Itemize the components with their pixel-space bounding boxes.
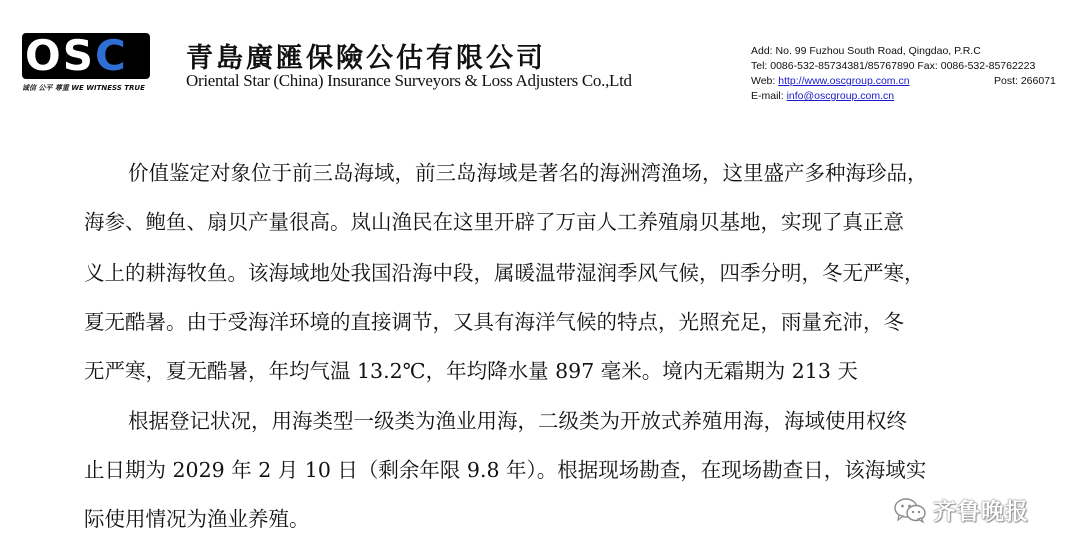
paragraph-line: 止日期为 2029 年 2 月 10 日（剩余年限 9.8 年）。根据现场勘查，在现场勘查日，该海域实 [84,458,927,482]
tel-fax-line: Tel: 0086-532-85734381/85767890 Fax: 0086-532-85762223 [751,60,1036,72]
company-name-en: Oriental Star (China) Insurance Surveyors & Loss Adjusters Co.,Ltd [186,71,632,90]
watermark [893,492,1053,526]
paragraph-line: 无严寒，夏无酷暑，年均气温 13.2℃，年均降水量 897 毫米。境内无霜期为 213 天 [84,359,858,383]
address-line: Add: No. 99 Fuzhou South Road, Qingdao, P.R.C [751,45,981,57]
paragraph-line: 海参、鲍鱼、扇贝产量很高。岚山渔民在这里开辟了万亩人工养殖扇贝基地，实现了真正意 [84,210,904,234]
paragraph-line: 价值鉴定对象位于前三岛海域，前三岛海域是著名的海洲湾渔场，这里盛产多种海珍品， [128,161,928,185]
web-label: Web: [751,75,779,87]
logo-tagline: 诚信 公平 尊重 WE WITNESS TRUE [22,84,145,92]
company-logo [22,33,154,95]
wechat-icon [893,496,927,524]
company-name-cn: 青島廣匯保險公估有限公司 [186,43,546,74]
logo-letter-o: O [25,31,63,80]
email-link[interactable]: info@oscgroup.com.cn [786,90,895,102]
paragraph-line: 际使用情况为渔业养殖。 [84,507,310,531]
contact-block [751,44,1056,104]
paragraph-line: 义上的耕海牧鱼。该海域地处我国沿海中段，属暖温带湿润季风气候，四季分明，冬无严寒， [84,261,925,285]
post-code: Post: 266071 [994,75,1056,87]
logo-letter-c: C [94,31,128,80]
paragraph-line: 根据登记状况，用海类型一级类为渔业用海，二级类为开放式养殖用海，海域使用权终 [128,409,907,433]
paragraph-line: 夏无酷暑。由于受海洋环境的直接调节，又具有海洋气候的特点，光照充足，雨量充沛，冬 [84,310,904,334]
logo-letter-s: S [62,31,95,80]
logo-box [22,33,150,79]
watermark-text: 齐鲁晚报 [933,499,1029,525]
email-label: E-mail: [751,90,787,102]
email-line [751,89,1035,104]
web-link[interactable]: http://www.oscgroup.com.cn [778,75,910,87]
web-line [751,74,1056,89]
logo-letters [25,30,149,82]
